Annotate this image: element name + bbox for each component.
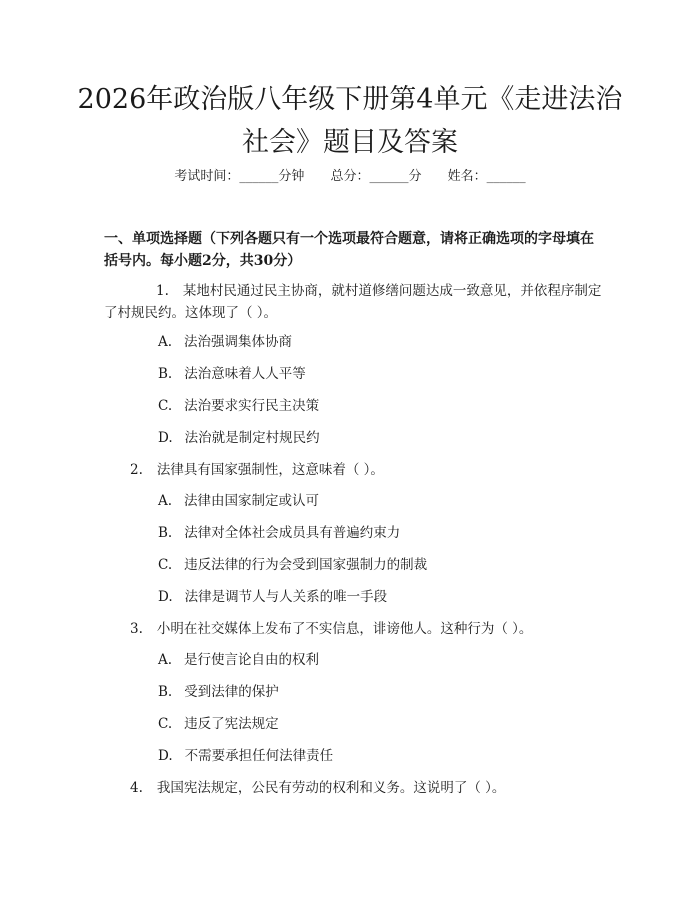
option-text: 违反法律的行为会受到国家强制力的制裁 bbox=[184, 557, 428, 573]
question-number: 3. bbox=[130, 621, 143, 637]
option-letter: B. bbox=[158, 366, 173, 382]
page-title: 2026年政治版八年级下册第4单元《走进法治社会》题目及答案 bbox=[77, 84, 623, 158]
exam-name: 姓名：______ bbox=[447, 169, 526, 184]
option-letter: A. bbox=[158, 334, 173, 350]
option-2c bbox=[158, 554, 427, 576]
option-2d bbox=[158, 586, 387, 608]
option-text: 法治强调集体协商 bbox=[184, 334, 293, 350]
question-1 bbox=[104, 280, 604, 324]
question-number: 4. bbox=[130, 780, 143, 796]
option-text: 受到法律的保护 bbox=[184, 684, 279, 700]
question-text: 我国宪法规定，公民有劳动的权利和义务。这说明了（ ）。 bbox=[156, 780, 506, 796]
option-text: 违反了宪法规定 bbox=[184, 716, 279, 732]
option-letter: D. bbox=[158, 589, 173, 605]
question-2 bbox=[130, 459, 610, 481]
option-2b bbox=[158, 522, 400, 544]
option-letter: C. bbox=[158, 557, 173, 573]
option-letter: C. bbox=[158, 398, 173, 414]
question-text: 小明在社交媒体上发布了不实信息，诽谤他人。这种行为（ ）。 bbox=[156, 621, 533, 637]
option-1a bbox=[158, 331, 292, 353]
option-1c bbox=[158, 395, 319, 417]
exam-total-score: 总分：______分 bbox=[330, 169, 422, 184]
option-text: 法治意味着人人平等 bbox=[184, 366, 306, 382]
question-3 bbox=[130, 618, 610, 640]
option-letter: A. bbox=[158, 652, 173, 668]
option-letter: C. bbox=[158, 716, 173, 732]
question-4 bbox=[130, 777, 610, 799]
section-heading: 一、单项选择题（下列各题只有一个选项最符合题意，请将正确选项的字母填在括号内。每小题2分，共30分） bbox=[104, 231, 594, 269]
option-text: 法治就是制定村规民约 bbox=[184, 430, 320, 446]
question-text: 某地村民通过民主协商，就村道修缮问题达成一致意见，并依程序制定了村规民约。这体现了（ ）。 bbox=[104, 283, 602, 321]
option-letter: A. bbox=[158, 493, 173, 509]
option-letter: D. bbox=[158, 748, 173, 764]
option-2a bbox=[158, 490, 319, 512]
option-3d bbox=[158, 745, 333, 767]
option-text: 法律由国家制定或认可 bbox=[184, 493, 320, 509]
option-3a bbox=[158, 649, 319, 671]
question-text: 法律具有国家强制性，这意味着（ ）。 bbox=[156, 462, 384, 478]
option-letter: D. bbox=[158, 430, 173, 446]
option-letter: B. bbox=[158, 525, 173, 541]
option-1b bbox=[158, 363, 306, 385]
exam-time: 考试时间：______分钟 bbox=[174, 169, 305, 184]
option-text: 法律是调节人与人关系的唯一手段 bbox=[184, 589, 388, 605]
option-1d bbox=[158, 427, 320, 449]
option-letter: B. bbox=[158, 684, 173, 700]
exam-info bbox=[0, 166, 700, 188]
option-text: 法律对全体社会成员具有普遍约束力 bbox=[184, 525, 401, 541]
option-text: 法治要求实行民主决策 bbox=[184, 398, 320, 414]
option-3c bbox=[158, 713, 279, 735]
option-text: 是行使言论自由的权利 bbox=[184, 652, 320, 668]
question-number: 2. bbox=[130, 462, 143, 478]
option-text: 不需要承担任何法律责任 bbox=[184, 748, 334, 764]
option-3b bbox=[158, 681, 279, 703]
question-number: 1. bbox=[156, 283, 169, 299]
